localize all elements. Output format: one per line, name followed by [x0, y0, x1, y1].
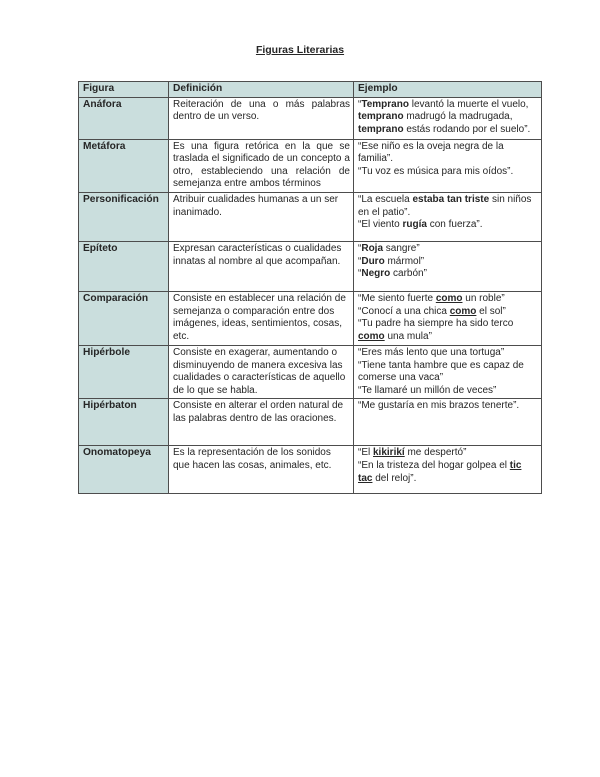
emphasized-word: kikirikí	[373, 447, 405, 459]
example-segment: “Eres más lento que una tortuga”	[358, 346, 505, 358]
column-header: Definición	[169, 82, 354, 98]
example-text	[358, 111, 538, 124]
emphasized-word: estaba tan triste	[412, 193, 490, 205]
page-title	[0, 44, 600, 56]
example-segment: con fuerza”.	[426, 219, 483, 231]
definicion-cell: Consiste en establecer una relación de semejanza o comparación entre dos imágenes, ideas, sentimientos, cosas, etc.	[169, 291, 354, 345]
example-text	[358, 460, 538, 485]
example-segment: madrugó la madrugada,	[403, 111, 513, 123]
definicion-cell: Consiste en exagerar, aumentando o disminuyendo de manera excesiva las cualidades o características de aquello de lo que se habla.	[169, 345, 354, 398]
example-text	[358, 447, 538, 460]
example-segment: mármol”	[384, 255, 425, 267]
definicion-cell: Atribuir cualidades humanas a un ser inanimado.	[169, 192, 354, 241]
emphasized-word: tic tac	[358, 459, 522, 484]
emphasized-word: Temprano	[361, 98, 409, 110]
figuras-literarias-table	[78, 81, 542, 494]
ejemplo-cell	[354, 446, 542, 494]
example-segment: “La escuela	[358, 193, 413, 205]
figura-cell: Hipérbole	[79, 345, 169, 398]
example-text	[358, 400, 538, 413]
figura-cell: Anáfora	[79, 97, 169, 139]
example-text	[358, 385, 538, 398]
ejemplo-cell	[354, 139, 542, 192]
emphasized-word: como	[358, 330, 385, 342]
ejemplo-cell	[354, 97, 542, 139]
example-text	[358, 293, 538, 306]
ejemplo-cell	[354, 241, 542, 291]
example-segment: “	[358, 255, 362, 267]
example-segment: “Me gustaría en mis brazos tenerte”.	[358, 400, 520, 412]
example-segment: el sol”	[476, 305, 506, 317]
example-text	[358, 124, 538, 137]
example-segment: “En la tristeza del hogar golpea el	[358, 459, 510, 471]
example-segment: sin niños en el patio”.	[358, 193, 532, 218]
example-segment: “	[358, 242, 362, 254]
example-segment: estás rodando por el suelo”.	[403, 123, 531, 135]
example-segment: una mula”	[384, 330, 432, 342]
figura-cell: Comparación	[79, 291, 169, 345]
table-row	[79, 97, 542, 139]
example-text	[358, 318, 538, 343]
table-row	[79, 139, 542, 192]
page-title-text: Figuras Literarias	[255, 44, 345, 56]
table-row	[79, 399, 542, 446]
example-segment: “Conocí a una chica	[358, 305, 450, 317]
example-segment: “El viento	[358, 219, 403, 231]
column-header: Ejemplo	[354, 82, 542, 98]
table-header-row	[79, 82, 542, 98]
example-segment: “	[358, 268, 362, 280]
example-segment: sangre”	[383, 242, 420, 254]
example-text	[358, 194, 538, 219]
example-text	[358, 268, 538, 281]
figura-cell: Epíteto	[79, 241, 169, 291]
table-row	[79, 241, 542, 291]
example-text	[358, 141, 538, 166]
definicion-cell: Expresan características o cualidades innatas al nombre al que acompañan.	[169, 241, 354, 291]
example-segment: “Te llamaré un millón de veces”	[358, 384, 497, 396]
emphasized-word: Roja	[361, 242, 384, 254]
example-text	[358, 306, 538, 319]
example-segment: “	[358, 98, 362, 110]
emphasized-word: Duro	[361, 255, 385, 267]
example-text	[358, 360, 538, 385]
example-segment: del reloj”.	[372, 472, 417, 484]
example-segment: carbón”	[390, 268, 427, 280]
emphasized-word: como	[449, 305, 477, 317]
emphasized-word: Negro	[361, 268, 391, 280]
example-text	[358, 256, 538, 269]
table-row	[79, 192, 542, 241]
table-row	[79, 291, 542, 345]
emphasized-word: como	[435, 292, 463, 304]
ejemplo-cell	[354, 399, 542, 446]
example-text	[358, 219, 538, 232]
example-segment: levantó la muerte el vuelo,	[408, 98, 529, 110]
ejemplo-cell	[354, 345, 542, 398]
definicion-cell: Es una figura retórica en la que se traslada el significado de un concepto a otro, estableciendo una relación de semejanza entre ambos términos	[169, 139, 354, 192]
example-segment: “Me siento fuerte	[358, 292, 436, 304]
example-text	[358, 347, 538, 360]
example-segment: “Ese niño es la oveja negra de la familia”.	[358, 140, 504, 165]
emphasized-word: temprano	[358, 123, 404, 135]
table-row	[79, 345, 542, 398]
example-text	[358, 166, 538, 179]
emphasized-word: temprano	[358, 111, 404, 123]
example-segment: un roble”	[462, 292, 505, 304]
example-text	[358, 99, 538, 112]
definicion-cell: Reiteración de una o más palabras dentro de un verso.	[169, 97, 354, 139]
figura-cell: Hipérbaton	[79, 399, 169, 446]
example-segment: “Tiene tanta hambre que es capaz de comerse una vaca”	[358, 359, 524, 384]
table-body	[79, 97, 542, 494]
example-segment: me despertó”	[404, 447, 467, 459]
definicion-cell: Es la representación de los sonidos que hacen las cosas, animales, etc.	[169, 446, 354, 494]
figura-cell: Personificación	[79, 192, 169, 241]
example-segment: “Tu padre ha siempre ha sido terco	[358, 318, 514, 330]
definicion-cell: Consiste en alterar el orden natural de las palabras dentro de las oraciones.	[169, 399, 354, 446]
emphasized-word: rugía	[402, 219, 427, 231]
example-segment: “El	[358, 447, 373, 459]
figura-cell: Onomatopeya	[79, 446, 169, 494]
ejemplo-cell	[354, 291, 542, 345]
figura-cell: Metáfora	[79, 139, 169, 192]
column-header: Figura	[79, 82, 169, 98]
ejemplo-cell	[354, 192, 542, 241]
example-segment: “Tu voz es música para mis oídos”.	[358, 165, 514, 177]
example-text	[358, 243, 538, 256]
table-row	[79, 446, 542, 494]
